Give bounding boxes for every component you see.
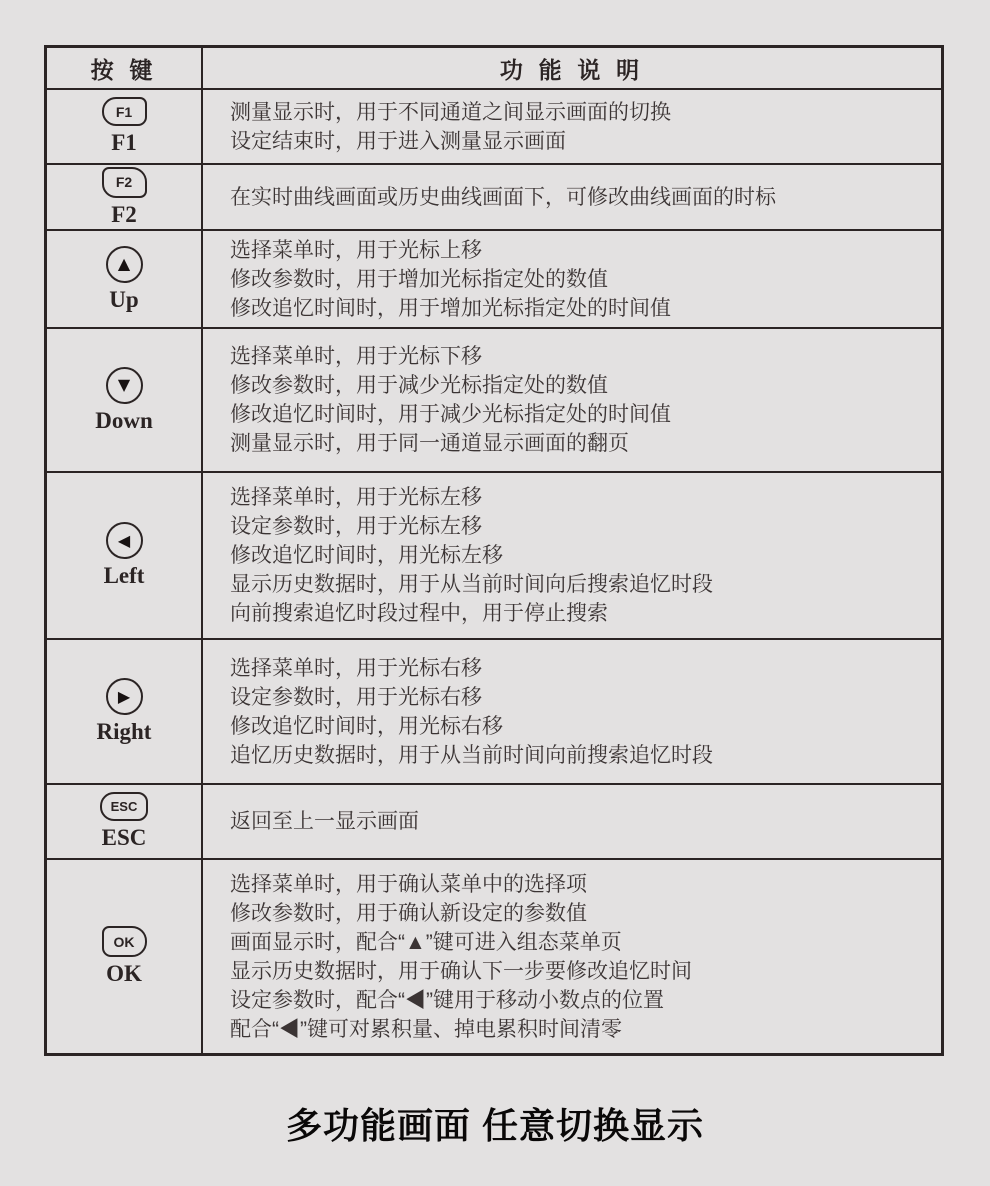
- f1-key-cell: [47, 90, 203, 163]
- f1-key-label: F1: [111, 130, 137, 155]
- header-desc-label: 功 能 说 明: [499, 57, 645, 83]
- esc-key-cell: [47, 785, 203, 858]
- desc-line: 选择菜单时，用于光标右移: [230, 656, 482, 680]
- desc-line: 修改追忆时间时，用于增加光标指定处的时间值: [230, 296, 671, 320]
- esc-desc-cell: [203, 785, 941, 858]
- desc-line: 显示历史数据时，用于从当前时间向后搜索追忆时段: [230, 573, 713, 596]
- desc-line: 修改追忆时间时，用光标右移: [230, 714, 503, 738]
- f2-keycap-icon: [102, 167, 147, 198]
- desc-line: 选择菜单时，用于确认菜单中的选择项: [230, 872, 587, 896]
- desc-line: 修改参数时，用于减少光标指定处的数值: [230, 374, 608, 397]
- desc-line: 追忆历史数据时，用于从当前时间向前搜索追忆时段: [230, 743, 713, 767]
- f2-desc-cell: [203, 165, 941, 229]
- up-arrow-icon: [106, 246, 143, 283]
- table-row-esc: [47, 783, 941, 858]
- esc-keycap-text: ESC: [110, 799, 138, 814]
- ok-desc-cell: [203, 860, 941, 1053]
- left-key-cell: [47, 473, 203, 638]
- down-key-label: Down: [95, 407, 153, 433]
- desc-line: 返回至上一显示画面: [230, 810, 419, 833]
- right-desc-cell: [203, 640, 941, 783]
- right-arrow-icon: [106, 678, 143, 715]
- down-triangle-glyph: ▼: [117, 375, 131, 394]
- f2-key-cell: [47, 165, 203, 229]
- ok-keycap-text: OK: [113, 933, 135, 950]
- desc-line: 配合“◀”键可对累积量、掉电累积时间清零: [230, 1017, 622, 1041]
- ok-keycap-icon: [102, 926, 147, 957]
- left-triangle-glyph: ◀: [117, 530, 131, 550]
- table-row-f1: [47, 88, 941, 163]
- f1-desc-cell: [203, 90, 941, 163]
- table-row-up: [47, 229, 941, 327]
- desc-line: 测量显示时，用于同一通道显示画面的翻页: [230, 432, 629, 455]
- desc-line: 修改参数时，用于确认新设定的参数值: [230, 901, 587, 925]
- ok-key-cell: [47, 860, 203, 1053]
- left-key-label: Left: [103, 563, 145, 588]
- table-row-down: [47, 327, 941, 471]
- desc-line: 选择菜单时，用于光标左移: [230, 486, 482, 509]
- desc-line: 修改参数时，用于增加光标指定处的数值: [230, 267, 608, 291]
- desc-line: 向前搜索追忆时段过程中，用于停止搜索: [230, 602, 608, 625]
- table-row-left: [47, 471, 941, 638]
- desc-line: 在实时曲线画面或历史曲线画面下，可修改曲线画面的时标: [230, 185, 776, 209]
- desc-line: 显示历史数据时，用于确认下一步要修改追忆时间: [230, 959, 692, 983]
- desc-line: 设定参数时，用于光标右移: [230, 685, 482, 709]
- desc-line: 选择菜单时，用于光标上移: [230, 238, 482, 262]
- down-key-cell: [47, 329, 203, 471]
- right-key-label: Right: [96, 719, 152, 744]
- table-row-f2: [47, 163, 941, 229]
- esc-key-label: ESC: [101, 825, 147, 850]
- page-title: 多功能画面 任意切换显示: [285, 1105, 704, 1146]
- up-key-label: Up: [109, 286, 139, 312]
- esc-keycap-icon: [100, 792, 148, 821]
- key-function-table: [44, 45, 944, 1056]
- f2-key-label: F2: [111, 201, 137, 227]
- desc-line: 设定结束时，用于进入测量显示画面: [230, 129, 566, 153]
- header-desc-cell: [203, 48, 941, 88]
- desc-line: 测量显示时，用于不同通道之间显示画面的切换: [230, 100, 671, 124]
- desc-line: 修改追忆时间时，用光标左移: [230, 544, 503, 567]
- desc-line: 设定参数时，用于光标左移: [230, 515, 482, 538]
- desc-line: 修改追忆时间时，用于减少光标指定处的时间值: [230, 403, 671, 426]
- right-key-cell: [47, 640, 203, 783]
- down-desc-cell: [203, 329, 941, 471]
- desc-line: 设定参数时，配合“◀”键用于移动小数点的位置: [230, 988, 664, 1012]
- table-header-row: [47, 48, 941, 88]
- left-desc-cell: [203, 473, 941, 638]
- down-arrow-icon: [106, 367, 143, 404]
- desc-line: 选择菜单时，用于光标下移: [230, 345, 482, 368]
- table-row-ok: [47, 858, 941, 1053]
- right-triangle-glyph: ▶: [117, 686, 131, 706]
- f2-keycap-text: F2: [115, 174, 133, 190]
- up-key-cell: [47, 231, 203, 327]
- table-row-right: [47, 638, 941, 783]
- f1-keycap-icon: [102, 97, 147, 126]
- f1-keycap-text: F1: [115, 103, 133, 120]
- up-desc-cell: [203, 231, 941, 327]
- up-triangle-glyph: ▲: [117, 254, 131, 273]
- desc-line: 画面显示时，配合“▲”键可进入组态菜单页: [230, 930, 622, 954]
- ok-key-label: OK: [106, 961, 142, 986]
- header-key-label: 按 键: [90, 57, 158, 83]
- left-arrow-icon: [106, 522, 143, 559]
- header-key-cell: [47, 48, 203, 88]
